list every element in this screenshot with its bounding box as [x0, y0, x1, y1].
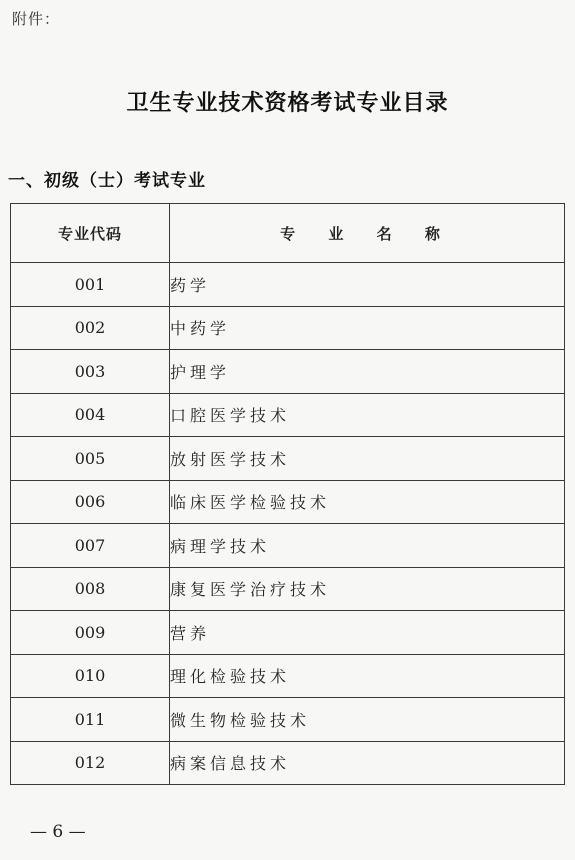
table-row [11, 611, 565, 655]
specialty-code: 001 [11, 263, 170, 307]
specialty-name: 理化检验技术 [170, 654, 565, 698]
specialty-code: 004 [11, 393, 170, 437]
specialty-code: 012 [11, 741, 170, 785]
specialty-name: 病案信息技术 [170, 741, 565, 785]
table-row [11, 263, 565, 307]
specialty-name: 中药学 [170, 306, 565, 350]
specialty-code: 005 [11, 437, 170, 481]
header-specialty-name: 专 业 名 称 [170, 204, 565, 263]
specialty-name: 口腔医学技术 [170, 393, 565, 437]
specialty-name: 营养 [170, 611, 565, 655]
specialty-code: 007 [11, 524, 170, 568]
specialty-name: 药学 [170, 263, 565, 307]
specialty-name: 护理学 [170, 350, 565, 394]
specialty-name: 病理学技术 [170, 524, 565, 568]
table-row [11, 654, 565, 698]
specialty-table [10, 203, 565, 785]
specialty-name: 康复医学治疗技术 [170, 567, 565, 611]
attachment-label: 附件： [12, 10, 61, 28]
document-title: 卫生专业技术资格考试专业目录 [126, 91, 449, 116]
header-specialty-code: 专业代码 [11, 204, 170, 263]
specialty-code: 008 [11, 567, 170, 611]
table-row [11, 741, 565, 785]
section-heading: 一、初级（士）考试专业 [8, 171, 206, 191]
specialty-code: 006 [11, 480, 170, 524]
specialty-code: 010 [11, 654, 170, 698]
specialty-code: 003 [11, 350, 170, 394]
table-row [11, 567, 565, 611]
specialty-code: 009 [11, 611, 170, 655]
table-row [11, 306, 565, 350]
table-row [11, 437, 565, 481]
specialty-code: 011 [11, 698, 170, 742]
specialty-code: 002 [11, 306, 170, 350]
page-number: — 6 — [30, 822, 86, 842]
table-row [11, 698, 565, 742]
table-row [11, 350, 565, 394]
table-row [11, 480, 565, 524]
table-row [11, 524, 565, 568]
table-row [11, 393, 565, 437]
specialty-name: 微生物检验技术 [170, 698, 565, 742]
specialty-name: 放射医学技术 [170, 437, 565, 481]
table-header-row [11, 204, 565, 263]
specialty-name: 临床医学检验技术 [170, 480, 565, 524]
